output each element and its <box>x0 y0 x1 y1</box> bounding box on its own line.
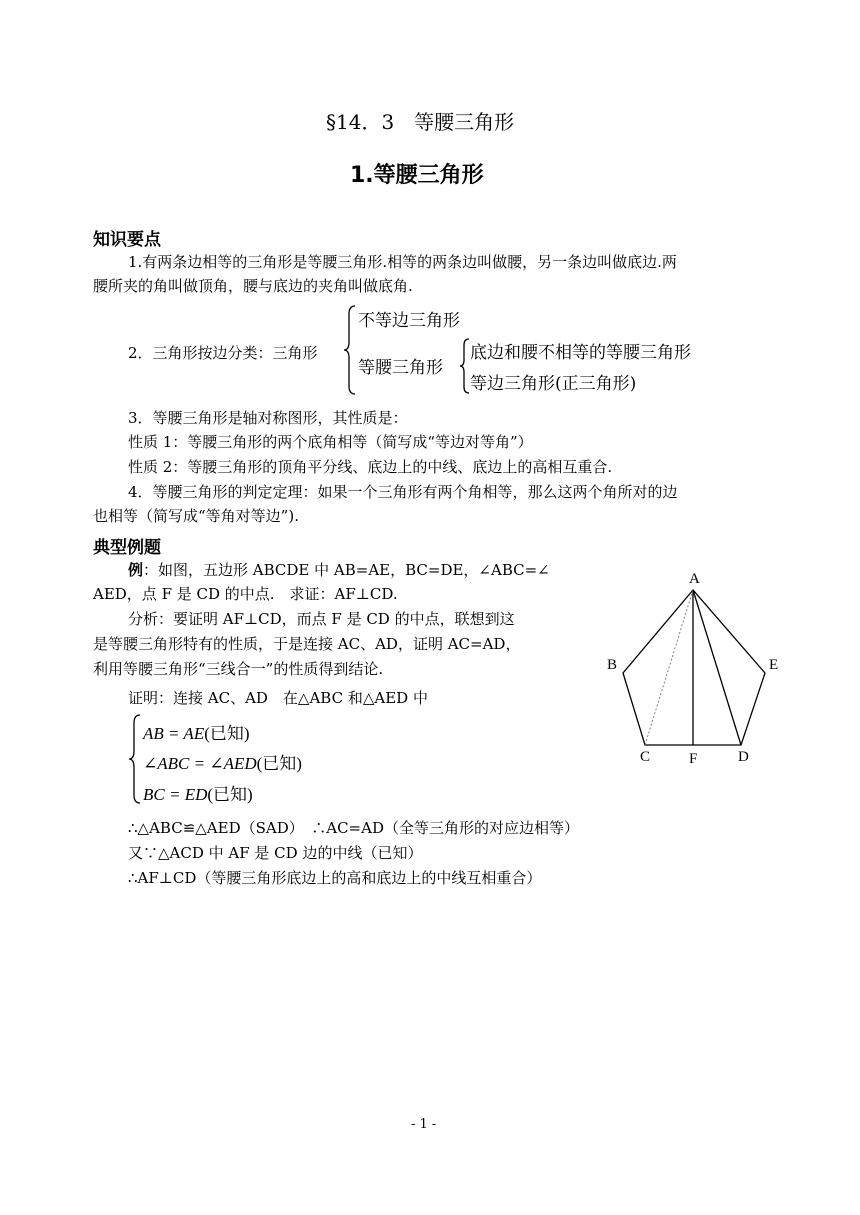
class-isosceles: 等腰三角形 <box>358 358 443 378</box>
knowledge-p1-line2: 腰所夹的角叫做顶角，腰与底边的夹角叫做底角. <box>93 277 413 295</box>
page-title: 1.等腰三角形 <box>350 163 484 188</box>
analysis-line1: 分析：要证明 AF⊥CD，而点 F 是 CD 的中点，联想到这 <box>128 610 515 628</box>
segment-AC <box>645 590 693 745</box>
pentagon-figure <box>600 565 790 775</box>
page-number: - 1 - <box>411 1117 437 1132</box>
equation-1-note: (已知) <box>204 724 250 743</box>
equation-2 <box>143 749 302 774</box>
example-label: 例 <box>128 561 144 579</box>
example-text-1: ：如图，五边形 ABCDE 中 AB=AE，BC=DE，∠ABC=∠ <box>143 561 550 579</box>
class-scalene: 不等边三角形 <box>358 311 460 331</box>
knowledge-p2-prefix: 2．三角形按边分类：三角形 <box>128 344 318 362</box>
label-D: D <box>738 749 749 765</box>
label-C: C <box>640 749 651 765</box>
knowledge-heading: 知识要点 <box>93 230 161 250</box>
classification-brace-outer <box>343 304 357 396</box>
class-iso-nonequal: 底边和腰不相等的等腰三角形 <box>470 343 691 363</box>
equation-2-math: ∠ABC = ∠AED <box>143 754 257 773</box>
conclusion-3: ∴AF⊥CD（等腰三角形底边上的高和底边上的中线互相重合） <box>128 869 542 887</box>
equation-1-math: AB = AE <box>143 724 205 743</box>
knowledge-p4-line2: 也相等（简写成“等角对等边”). <box>93 507 299 525</box>
example-line2: AED，点 F 是 CD 的中点. 求证：AF⊥CD. <box>93 585 398 603</box>
example-line1 <box>128 558 550 582</box>
class-equilateral: 等边三角形(正三角形) <box>470 374 637 394</box>
knowledge-prop1: 性质 1：等腰三角形的两个底角相等（简写成“等边对等角”） <box>128 433 533 451</box>
pentagon-outline <box>623 590 765 745</box>
knowledge-prop2: 性质 2：等腰三角形的顶角平分线、底边上的中线、底边上的高相互重合. <box>128 458 613 476</box>
example-heading: 典型例题 <box>93 538 161 558</box>
equation-1 <box>143 719 250 744</box>
proof-intro: 证明：连接 AC、AD 在△ABC 和△AED 中 <box>128 689 428 707</box>
analysis-line2: 是等腰三角形特有的性质，于是连接 AC、AD，证明 AC=AD， <box>93 635 521 653</box>
label-E: E <box>769 657 779 673</box>
conclusion-1: ∴△ABC≌△AED（SAD） ∴AC=AD（全等三角形的对应边相等） <box>128 819 579 837</box>
analysis-line3: 利用等腰三角形“三线合一”的性质得到结论. <box>93 660 384 678</box>
label-A: A <box>689 571 700 587</box>
equation-3 <box>143 780 253 805</box>
section-title: §14．3 等腰三角形 <box>326 110 515 134</box>
label-B: B <box>607 657 618 673</box>
knowledge-p3: 3．等腰三角形是轴对称图形，其性质是： <box>128 409 408 427</box>
conclusion-2: 又∵△ACD 中 AF 是 CD 边的中线（已知） <box>128 844 423 862</box>
equation-2-note: (已知) <box>256 754 302 773</box>
equation-3-math: BC = ED <box>143 785 208 804</box>
knowledge-p4-line1: 4．等腰三角形的判定定理：如果一个三角形有两个角相等，那么这两个角所对的边 <box>128 483 678 501</box>
segment-AD <box>693 590 741 745</box>
knowledge-p1-line1: 1.有两条边相等的三角形是等腰三角形.相等的两条边叫做腰，另一条边叫做底边.两 <box>128 253 677 271</box>
equation-3-note: (已知) <box>207 785 253 804</box>
equation-brace <box>128 713 142 805</box>
label-F: F <box>689 751 698 767</box>
